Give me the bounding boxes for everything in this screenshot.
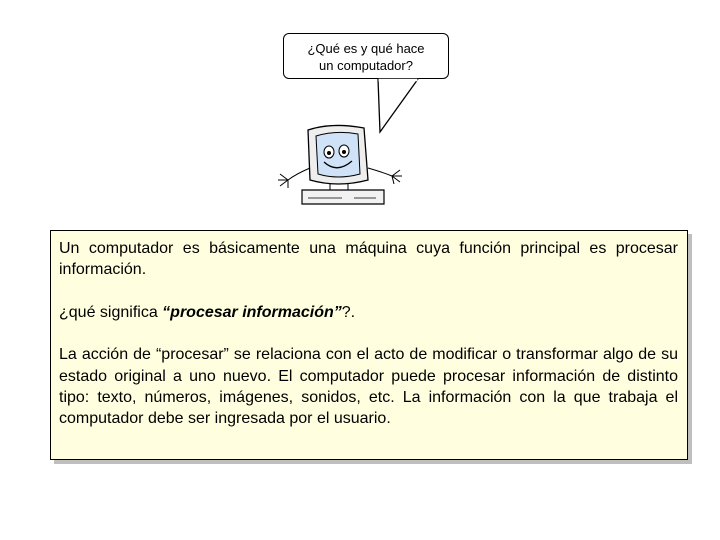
paragraph-explanation: La acción de “procesar” se relaciona con el acto de modificar o transformar algo de su estado original a uno nuevo. El computador puede procesar información de distinto tipo: texto, números, imágenes, sonidos, etc. La información con la que trabaja el computador debe ser ingresada por el usuario. <box>59 346 678 428</box>
speech-bubble-line-2: un computador? <box>319 58 413 73</box>
speech-bubble <box>283 33 449 79</box>
text-box <box>50 230 688 460</box>
question-suffix: ?. <box>341 303 356 321</box>
speech-bubble-line-1: ¿Qué es y qué hace <box>307 41 425 56</box>
question-prefix: ¿qué significa <box>59 303 163 321</box>
smiling-computer-icon <box>272 118 412 214</box>
question-emphasis: “procesar información” <box>162 303 342 321</box>
paragraph-question <box>59 302 678 323</box>
paragraph-definition: Un computador es básicamente una máquina cuya función principal es procesar información. <box>59 240 678 279</box>
